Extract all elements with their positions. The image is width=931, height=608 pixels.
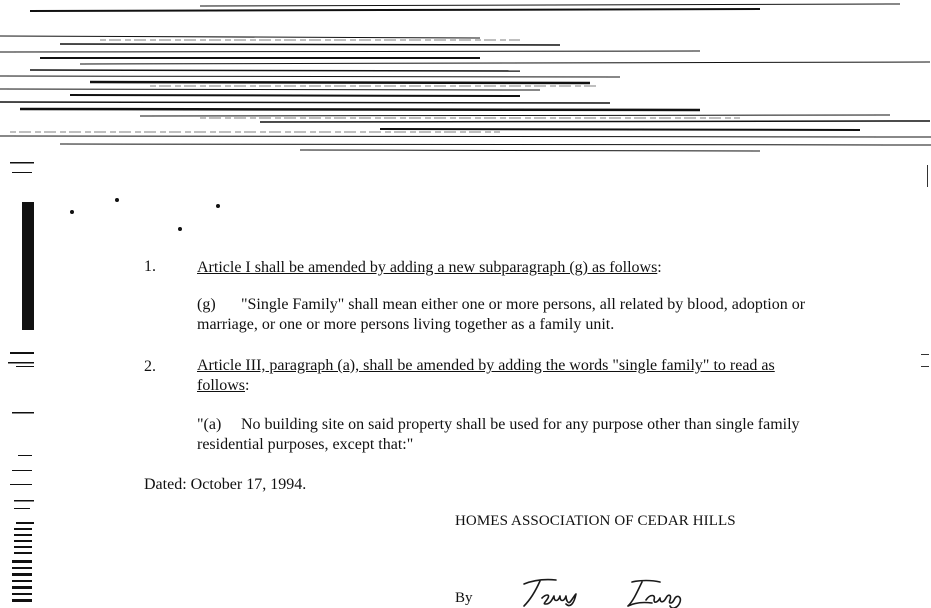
dated-label: Dated: [144, 476, 187, 493]
item-body-text: "Single Family" shall mean either one or more persons, all related by blood, adoption or marriage, or one or more persons living together as a family unit. [197, 296, 806, 333]
scan-speck [178, 227, 182, 231]
item-heading [197, 356, 821, 396]
dated-line [144, 476, 306, 494]
item-heading-text: Article III, paragraph (a), shall be amended by adding the words "single family" to read as follows [197, 357, 775, 394]
scan-speck [216, 204, 220, 208]
item-heading-colon: : [245, 377, 250, 394]
scan-noise-top [0, 0, 931, 165]
scan-edge-marks-left [0, 150, 40, 605]
association-name: HOMES ASSOCIATION OF CEDAR HILLS [455, 513, 736, 529]
dated-value: October 17, 1994. [190, 476, 307, 493]
subparagraph-label: (g) [197, 296, 216, 313]
item-heading-colon: : [657, 259, 662, 276]
subparagraph-label: "(a) [197, 416, 222, 433]
item-heading [197, 258, 821, 278]
handwritten-signature [520, 572, 730, 608]
scan-speck [115, 198, 119, 202]
item-heading-text: Article I shall be amended by adding a new subparagraph (g) as follows [197, 259, 658, 276]
item-body [197, 295, 821, 335]
scan-edge-marks-right [915, 160, 931, 380]
item-number: 2. [144, 358, 156, 375]
item-body [197, 415, 821, 455]
item-body-text: No building site on said property shall be used for any purpose other than single family residential purposes, except that:" [197, 416, 800, 453]
signature-by-label: By [455, 590, 473, 606]
scan-speck [70, 210, 74, 214]
item-number: 1. [144, 258, 156, 275]
